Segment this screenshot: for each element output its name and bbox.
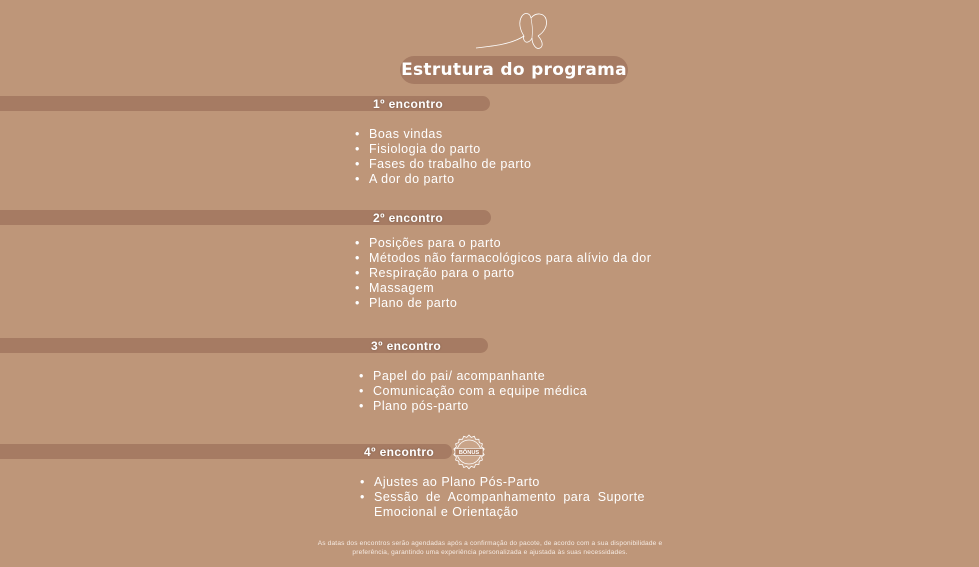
list-item: • Ajustes ao Plano Pós-Parto bbox=[360, 475, 645, 490]
list-item: • Métodos não farmacológicos para alívio da dor bbox=[355, 251, 651, 266]
section-label-1: 1º encontro bbox=[373, 97, 444, 111]
section-label-3: 3º encontro bbox=[371, 339, 442, 353]
list-item: • Massagem bbox=[355, 281, 651, 296]
list-item: • Respiração para o parto bbox=[355, 266, 651, 281]
footer-line-2: preferência, garantindo uma experiência personalizada e ajustada às suas necessidades. bbox=[352, 549, 628, 556]
list-item: • Plano de parto bbox=[355, 296, 651, 311]
list-item: • Fases do trabalho de parto bbox=[355, 157, 531, 172]
section-label-4: 4º encontro bbox=[364, 445, 435, 459]
section-list-2 bbox=[355, 236, 651, 311]
list-item: • Sessão de Acompanhamento para Suporte Emocional e Orientação bbox=[360, 490, 645, 520]
section-list-4 bbox=[360, 475, 645, 520]
list-item: • Comunicação com a equipe médica bbox=[359, 384, 587, 399]
list-item: • Papel do pai/ acompanhante bbox=[359, 369, 587, 384]
bonus-badge-text: BÔNUS bbox=[458, 450, 480, 456]
footer-line-1: As datas dos encontros serão agendadas após a confirmação do pacote, de acordo com a sua disponibilidade e bbox=[317, 540, 663, 547]
footer-note bbox=[290, 539, 690, 557]
list-item: • A dor do parto bbox=[355, 172, 531, 187]
list-item: • Boas vindas bbox=[355, 127, 531, 142]
section-label-2: 2º encontro bbox=[373, 211, 444, 225]
section-list-3 bbox=[359, 369, 587, 414]
list-item: • Plano pós-parto bbox=[359, 399, 587, 414]
page-title: Estrutura do programa bbox=[400, 56, 628, 84]
flower-line-art-icon bbox=[474, 10, 558, 52]
bonus-seal-icon bbox=[451, 434, 487, 470]
list-item: • Posições para o parto bbox=[355, 236, 651, 251]
list-item: • Fisiologia do parto bbox=[355, 142, 531, 157]
section-list-1 bbox=[355, 127, 531, 187]
